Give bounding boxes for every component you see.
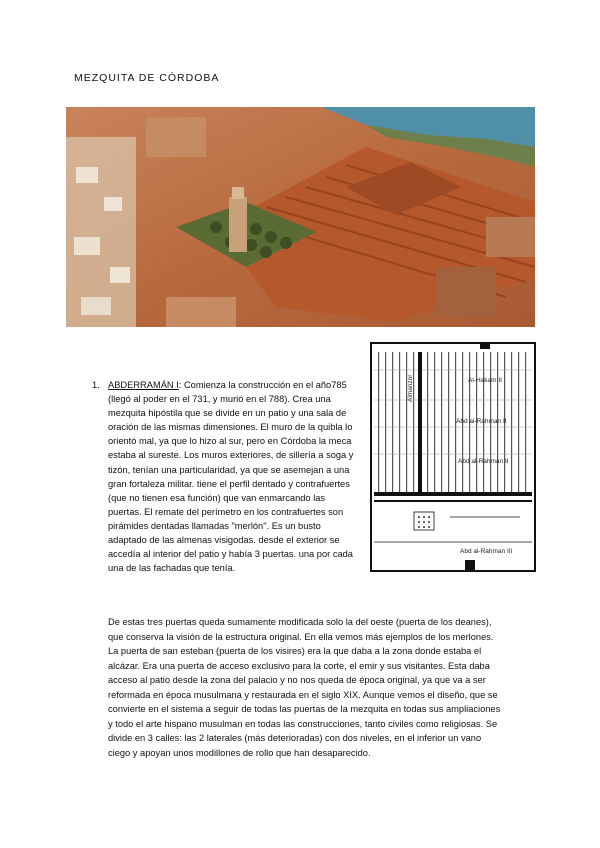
plan-label-rahman-ii-b: Abd al-Rahman II xyxy=(458,458,509,465)
plan-label-hakam: Al-Hakam II xyxy=(468,377,502,384)
plan-label-almanzor: Almanzor xyxy=(407,374,414,402)
list-item-body: : Comienza la construcción en el año785 (llegó al poder en el 731, y murió en el 788). Crea una mezquita hipóstila que se divide en un patio y una sala de oración de las mismas dimensiones. El muro de la quibla lo orientó mal, ya que lo hizo al sur, pero en Córdoba la meca estaba al sureste. Los muros exteriores, de sillería a soga y tizón, tenían una particularidad, ya que se asemejan a una gran fortaleza militar. tiene el perfil dentado y contrafuertes (que no tienen esa función) que van enmarcando las puertas. El remate del perímetro en los contrafuertes son pirámides dentadas llamadas "merlón". Es un busto adaptado de las almenas visigodas. desde el exterior se accedía al interior del patio y había 3 puertas. una por cada una de las fachadas que tenía. xyxy=(108,380,354,574)
body-paragraph: De estas tres puertas queda sumamente modificada solo la del oeste (puerta de los deanes), que conserva la visión de la estructura original. En ella vemos más ejemplos de los merlones. La puerta de san esteban (puerta de los visires) era la que daba a la zona donde estaba el alcázar. Era una puerta de acceso exclusivo para la corte, el emir y sus visitantes. Esta daba acceso al patio desde la zona del palacio y no nos queda de época original, ya que va a ser reformada en época musulmana y restaurada en el siglo XIX. Aunque vemos el diseño, que se convierte en el sistema a seguir de todas las puertas de la mezquita en todas sus ampliaciones y todo el arte hispano musulman en todas las construcciones, tanto civiles como religiosas. Se divide en 3 calles: las 2 laterales (más deterioradas) con dos niveles, en el inferior un vano ciego y apoyan unos modillones de rollo que han desaparecido. xyxy=(108,617,501,758)
aerial-photo-graphic xyxy=(66,107,535,327)
mosque-aerial-photo xyxy=(66,107,535,327)
plan-label-rahman-iii: Abd al-Rahman III xyxy=(460,548,513,555)
list-item-heading: ABDERRAMÁN I xyxy=(108,380,179,390)
list-item-abderraman xyxy=(92,378,354,575)
page-title: MEZQUITA DE CÓRDOBA xyxy=(74,72,220,84)
floor-plan-graphic xyxy=(370,342,536,572)
mosque-floor-plan xyxy=(370,342,536,572)
list-item-text xyxy=(108,378,354,575)
plan-label-rahman-ii-a: Abd al-Rahman II xyxy=(456,418,507,425)
list-number: 1. xyxy=(92,380,100,390)
